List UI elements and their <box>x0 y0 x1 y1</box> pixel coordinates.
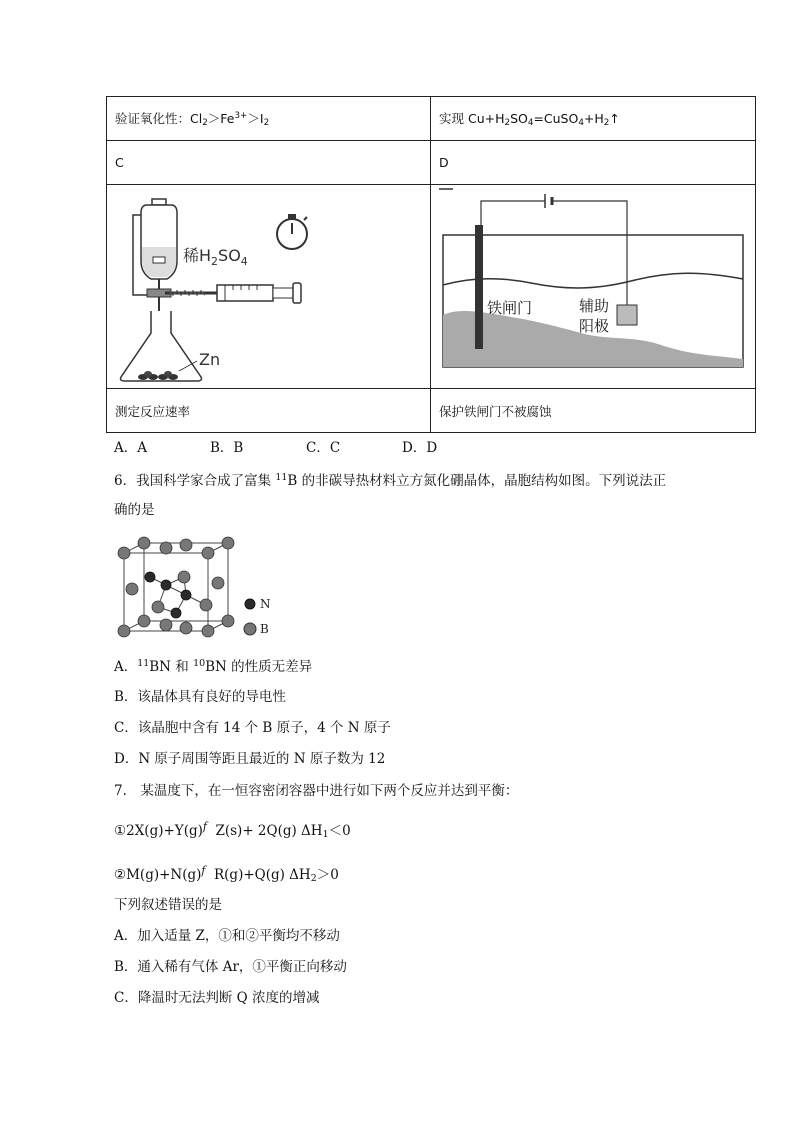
q5-choice-b[interactable]: B．B <box>210 440 244 456</box>
cell-d-label: D <box>431 141 756 185</box>
cell-c-caption: 测定反应速率 <box>107 389 431 433</box>
q7-reaction-1: $①2X(g)+Y(g)^f$ Z(s)+ 2Q(g) $\Delta H_1<0$ <box>114 820 351 840</box>
cell-c-figure <box>107 185 431 389</box>
crystal-cell-diagram <box>110 535 290 645</box>
q7-reaction-2: $②M(g)+N(g)^f$ R(g)+Q(g) $\Delta H_2>0$ <box>114 864 339 884</box>
auxiliary-label-2: 阳极 <box>579 317 610 335</box>
cell-d-caption: 保护铁闸门不被腐蚀 <box>431 389 756 433</box>
q7-ask: 下列叙述错误的是 <box>114 897 222 913</box>
dilute-acid-label: 稀$H_2SO_4$ <box>183 246 248 268</box>
q6-stem-line-2: 确的是 <box>114 502 155 518</box>
q5-choice-c[interactable]: C．C <box>306 440 341 456</box>
q5-choice-d[interactable]: D．D <box>402 440 438 456</box>
options-table <box>106 96 756 433</box>
q6-option-a[interactable]: A．$^{11}$BN 和 $^{10}$BN 的性质无差异 <box>114 658 313 675</box>
q7-option-a[interactable]: A．加入适量 Z，①和②平衡均不移动 <box>114 928 340 944</box>
cell-a-text: 验证氧化性：$Cl_2>Fe^{3+}>I_2$ <box>107 97 431 141</box>
cell-c-label: C <box>107 141 431 185</box>
cell-b-text: 实现 $Cu+H_2SO_4=CuSO_4+H_2↑$ <box>431 97 756 141</box>
cathodic-protection-diagram <box>431 185 755 385</box>
q5-answer-choices <box>114 442 437 456</box>
q5-choice-a[interactable]: A．A <box>114 440 147 456</box>
legend-n-marker <box>245 599 255 609</box>
auxiliary-label-1: 辅助 <box>579 297 610 315</box>
q6-option-b[interactable]: B．该晶体具有良好的导电性 <box>114 689 286 705</box>
q7-option-b[interactable]: B．通入稀有气体 Ar，①平衡正向移动 <box>114 959 347 975</box>
q6-stem-line-1: 6．我国科学家合成了富集 $^{11}$B 的非碳导热材料立方氮化硼晶体，晶胞结构如图。下列说法正 <box>114 472 667 489</box>
reaction-rate-apparatus <box>107 185 429 385</box>
q7-stem: 7. 某温度下，在一恒容密闭容器中进行如下两个反应并达到平衡： <box>114 783 519 799</box>
cell-d-figure <box>431 185 756 389</box>
legend-b-marker <box>244 623 256 635</box>
legend-b-label: B <box>260 622 269 636</box>
legend-n-label: N <box>260 597 271 611</box>
q6-option-c[interactable]: C．该晶胞中含有 14 个 B 原子，4 个 N 原子 <box>114 720 391 736</box>
zinc-label: Zn <box>199 350 221 369</box>
q7-option-c[interactable]: C．降温时无法判断 Q 浓度的增减 <box>114 990 320 1006</box>
iron-gate-label: 铁闸门 <box>487 299 533 317</box>
q6-option-d[interactable]: D．N 原子周围等距且最近的 N 原子数为 12 <box>114 751 386 767</box>
